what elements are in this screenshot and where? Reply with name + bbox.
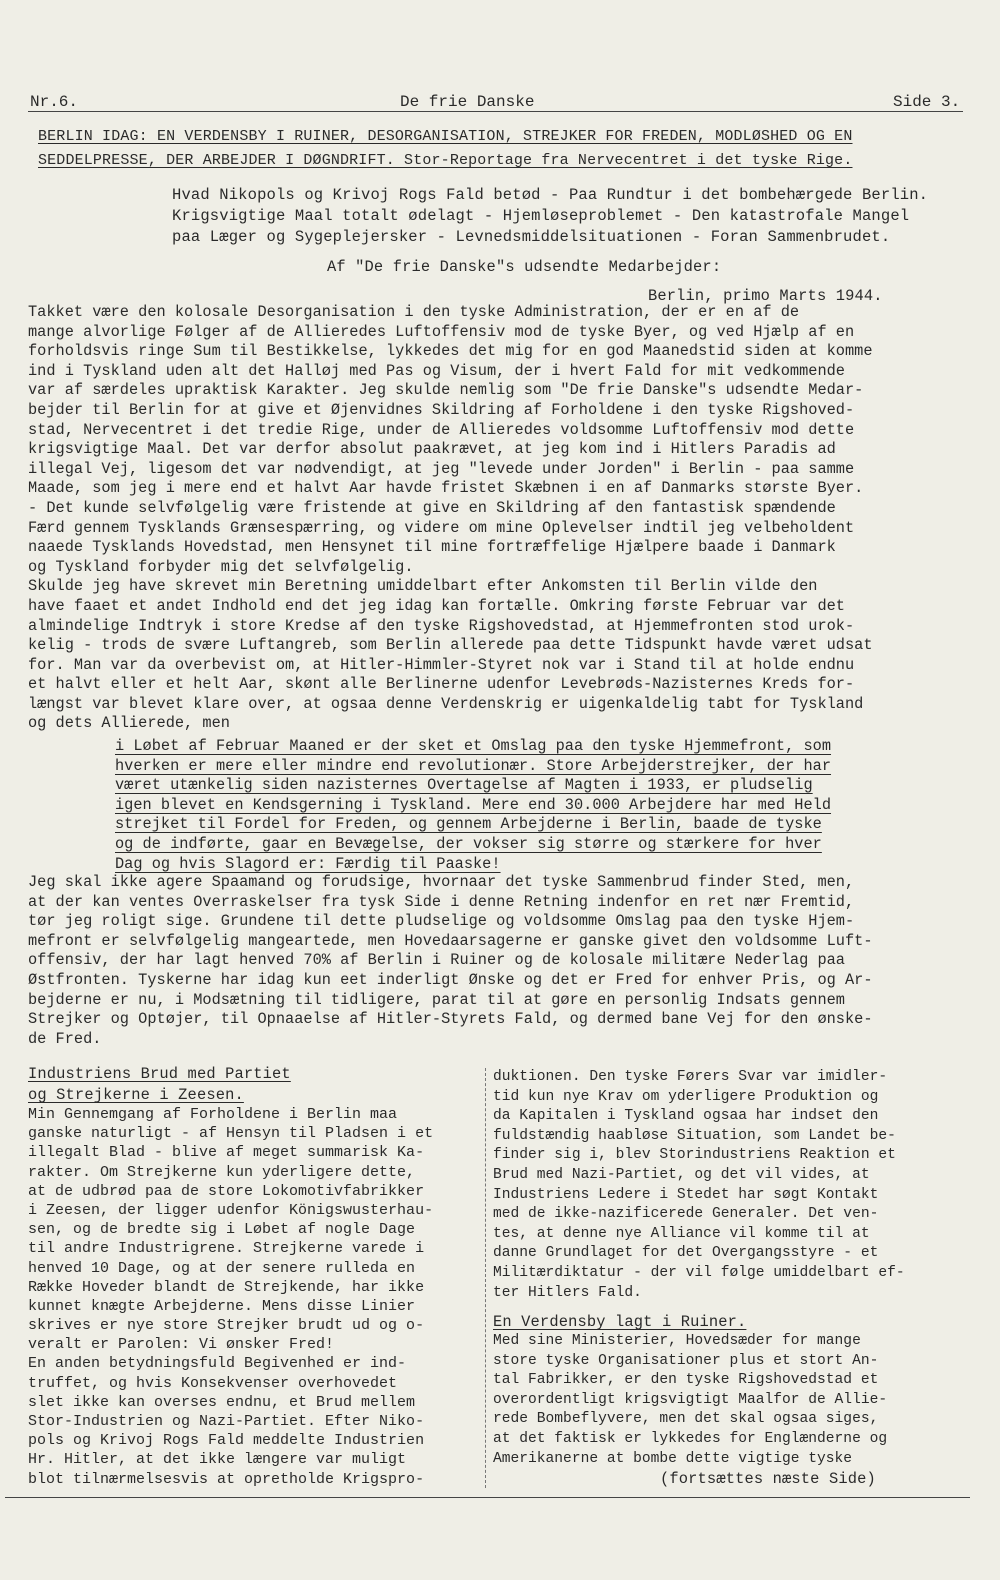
byline: Af "De frie Danske"s udsendte Medarbejder: xyxy=(327,258,722,276)
text-line: Amerikanerne at bombe dette vigtige tyske xyxy=(493,1450,853,1467)
text-line: mange alvorlige Følger af de Allieredes Luftoffensiv mod de tyske Byer, og ved Hjælp af en xyxy=(28,322,855,341)
text-line: ter Hitlers Fald. xyxy=(493,1284,642,1301)
text-line: bejder til Berlin for at give et Øjenvidnes Skildring af Forholdene i den tyske Rigshoved- xyxy=(28,400,855,419)
text-line: hverken er mere eller mindre end revolutionær. Store Arbejderstrejker, der har xyxy=(115,756,832,775)
text-line: mefront er selvfølgelig mangeartede, men Hovedaarsagerne er ganske givet den voldsomme Luft- xyxy=(28,931,873,950)
right-column-text-2 xyxy=(493,1332,887,1469)
body-text-middle xyxy=(28,873,873,1049)
text-line: Række Hoveder blandt de Strejkende, har ikke xyxy=(28,1278,425,1296)
text-line: tal Fabrikker, er den tyske Rigshovedstad et xyxy=(493,1372,879,1389)
text-line: var af særdeles upraktisk Karakter. Jeg skulde nemlig som "De frie Danske"s udsendte Medar- xyxy=(28,381,864,400)
text-line: Østfronten. Tyskerne har idag kun eet inderligt Ønske og det er Fred for enhver Pris, og Ar- xyxy=(28,970,873,989)
right-column-text xyxy=(493,1068,905,1303)
text-line: og de indførte, gaar en Bevægelse, der vokser sig større og stærkere for hver xyxy=(115,834,822,853)
text-line: Jeg skal ikke agere Spaamand og forudsige, hvornaar det tyske Sammenbrud finder Sted, men, xyxy=(28,873,855,891)
text-line: og dets Allierede, men xyxy=(28,714,230,733)
footer-rule xyxy=(5,1497,970,1498)
issue-number: Nr.6. xyxy=(30,93,79,111)
text-line: almindelige Indtryk i store Kredse af den tyske Rigshovedstad, at Hjemmefronten stod urok- xyxy=(28,616,855,635)
text-line: illegalt Blad - blive af meget summarisk Ka- xyxy=(28,1144,425,1162)
text-line: danne Grundlaget for det Overgangsstyre - et xyxy=(493,1245,879,1262)
text-line: offensiv, der har lagt henved 70% af Berlin i Ruiner og de kolosale militære Nederlag paa xyxy=(28,951,845,970)
text-line: været utænkelig siden nazisternes Overtagelse af Magten i 1933, er pludselig xyxy=(115,776,813,795)
text-line: tes, at denne nye Alliance vil komme til at xyxy=(493,1225,870,1242)
text-line: Takket være den kolosale Desorganisation i den tyske Administration, der er en af de xyxy=(28,303,800,321)
subheadline-line: paa Læger og Sygeplejersker - Levnedsmiddelsituationen - Foran Sammenbrudet. xyxy=(172,228,891,246)
text-line: henved 10 Dage, og at der senere rulleda en xyxy=(28,1259,416,1277)
left-column-heading: og Strejkerne i Zeesen. xyxy=(28,1086,244,1104)
text-line: Brud med Nazi-Partiet, og det vil vides, at xyxy=(493,1166,870,1183)
text-line: Stor-Industrien og Nazi-Partiet. Efter Niko- xyxy=(28,1413,425,1430)
text-line: Med sine Ministerier, Hovedsæder for mange xyxy=(493,1333,861,1349)
text-line: at det faktisk er lykkedes for Englænderne og xyxy=(493,1430,888,1447)
text-line: kelig - trods de svære Luftangreb, som Berlin allerede paa dette Tidspunkt havde været udsat xyxy=(28,636,873,655)
text-line: at der kan ventes Overraskelser fra tysk Side i denne Retning indenfor en ret nær Fremtid, xyxy=(28,892,855,911)
text-line: igen blevet en Kendsgerning i Tyskland. Mere end 30.000 Arbejdere har med Held xyxy=(115,795,832,814)
text-line: længst var blevet klare over, at ogsaa denne Verdenskrig er uigenkaldelig tabt for Tyskland xyxy=(28,694,864,713)
text-line: strejket til Fordel for Freden, og gennem Arbejderne i Berlin, baade de tyske xyxy=(115,815,822,834)
text-line: ganske naturligt - af Hensyn til Pladsen i et xyxy=(28,1125,434,1143)
text-line: pols og Krivoj Rogs Fald meddelte Industrien xyxy=(28,1432,425,1450)
headline-line: BERLIN IDAG: EN VERDENSBY I RUINER, DESORGANISATION, STREJKER FOR FREDEN, MODLØSHED OG EN xyxy=(38,128,853,145)
text-line: et halvt eller et helt Aar, skønt alle Berlinerne udenfor Levebrøds-Nazisternes Kreds for- xyxy=(28,675,855,694)
text-line: overordentligt krigsvigtigt Maalfor de Allie- xyxy=(493,1391,888,1408)
text-line: Min Gennemgang af Forholdene i Berlin maa xyxy=(28,1106,398,1123)
paper-name: De frie Danske xyxy=(400,93,535,111)
text-line: bejderne er nu, i Modsætning til tidligere, parat til at gøre en personlig Indsats gennem xyxy=(28,990,845,1009)
text-line: Strejker og Optøjer, til Opnaaelse af Hitler-Styrets Fald, og dermed bane Vej for den ønske- xyxy=(28,1010,873,1029)
text-line: naaede Tysklands Hovedstad, men Hensynet til mine fortræffelige Hjælpere baade i Danmark xyxy=(28,538,836,557)
subheadline-line: Krigsvigtige Maal totalt ødelagt - Hjemløseproblemet - Den katastrofale Mangel xyxy=(172,207,910,225)
text-line: En anden betydningsfuld Begivenhed er ind- xyxy=(28,1355,407,1373)
headline-line: SEDDELPRESSE, DER ARBEJDER I DØGNDRIFT. Stor-Reportage fra Nervecentret i det tyske Rige. xyxy=(38,152,853,169)
text-line: stad, Nervecentret i det tredie Rige, under de Allieredes voldsomme Luftoffensiv mod dette xyxy=(28,420,855,439)
text-line: at de udbrød paa de store Lokomotivfabrikker xyxy=(28,1182,425,1200)
text-line: ind i Tyskland uden alt det Halløj med Pas og Visum, der i hvert Fald for mit vedkommende xyxy=(28,361,845,380)
left-column-heading: Industriens Brud med Partiet xyxy=(28,1065,291,1083)
text-line: tid kun nye Krav om yderligere Produktion og xyxy=(493,1088,879,1105)
text-line: truffet, og hvis Konsekvenser overhovedet xyxy=(28,1374,398,1392)
page-number: Side 3. xyxy=(893,93,961,111)
text-line: tør jeg roligt sige. Grundene til dette pludselige og voldsomme Omslag paa den tyske Hjem- xyxy=(28,912,855,931)
text-line: store tyske Organisationer plus et stort An- xyxy=(493,1352,879,1369)
text-line: Hr. Hitler, at det ikke længere var muligt xyxy=(28,1451,407,1469)
text-line: rede Bombeflyvere, men det skal ogsaa siges, xyxy=(493,1411,879,1428)
text-line: og Tyskland forbyder mig det selvfølgelig. xyxy=(28,557,414,576)
text-line: - Det kunde selvfølgelig være fristende at give en Skildring af den fantastisk spændende xyxy=(28,498,836,517)
text-line: Militærdiktatur - der vil følge umiddelbart ef- xyxy=(493,1264,905,1281)
text-line: blot tilnærmelsesvis at opretholde Krigspro- xyxy=(28,1470,425,1488)
text-line: Færd gennem Tysklands Grænsespærring, og videre om mine Oplevelser indtil jeg velbeholdent xyxy=(28,518,855,537)
text-line: i Zeesen, der ligger udenfor Königswusterhau- xyxy=(28,1201,434,1219)
text-line: Industriens Ledere i Stedet har søgt Kontakt xyxy=(493,1186,879,1203)
text-line: rakter. Om Strejkerne kun yderligere dette, xyxy=(28,1163,416,1181)
text-line: forholdsvis ringe Sum til Bestikkelse, lykkedes det mig for en god Maanedstid siden at komme xyxy=(28,342,873,361)
text-line: skrives er nye store Strejker brudt ud og o- xyxy=(28,1317,425,1335)
continued-note: (fortsættes næste Side) xyxy=(660,1470,876,1488)
text-line: de Fred. xyxy=(28,1029,102,1048)
text-line: finder sig i, blev Storindustriens Reaktion et xyxy=(493,1147,896,1164)
text-line: for. Man var da overbevist om, at Hitler-Himmler-Styret nok var i Stand til at holde endnu xyxy=(28,655,855,674)
text-line: da Kapitalen i Tyskland ogsaa har indset den xyxy=(493,1108,879,1125)
text-line: sen, og de bredte sig i Løbet af nogle Dage xyxy=(28,1221,416,1239)
dateline: Berlin, primo Marts 1944. xyxy=(648,287,883,305)
text-line: krigsvigtige Maal. Det var derfor absolut paakrævet, at jeg kom ind i Hitlers Paradis ad xyxy=(28,440,836,459)
text-line: i Løbet af Februar Maaned er der sket et Omslag paa den tyske Hjemmefront, som xyxy=(115,737,832,755)
text-line: til andre Industrigrene. Strejkerne varede i xyxy=(28,1240,425,1258)
text-line: veralt er Parolen: Vi ønsker Fred! xyxy=(28,1336,335,1354)
subheadline-line: Hvad Nikopols og Krivoj Rogs Fald betød - Paa Rundtur i det bombehærgede Berlin. xyxy=(172,186,929,204)
header-rule xyxy=(28,111,963,112)
highlight-block xyxy=(115,737,831,874)
text-line: slet ikke kan overses endnu, et Brud mellem xyxy=(28,1393,416,1411)
body-text-top xyxy=(28,303,873,734)
left-column-text xyxy=(28,1105,433,1489)
text-line: have faaet et andet Indhold end det jeg idag kan fortælle. Omkring første Februar var det xyxy=(28,596,845,615)
text-line: Maade, som jeg i mere end et halvt Aar havde fristet Skæbnen i en af Danmarks største Byer. xyxy=(28,479,864,498)
text-line: illegal Vej, ligesom det var nødvendigt, at jeg "levede under Jorden" i Berlin - paa samme xyxy=(28,459,855,478)
text-line: fuldstændig haabløse Situation, som Landet be- xyxy=(493,1127,896,1144)
text-line: med de ikke-nazificerede Generaler. Det ven- xyxy=(493,1206,879,1223)
text-line: Skulde jeg have skrevet min Beretning umiddelbart efter Ankomsten til Berlin vilde den xyxy=(28,577,818,596)
right-column-heading: En Verdensby lagt i Ruiner. xyxy=(493,1313,747,1331)
text-line: kunnet knægte Arbejderne. Mens disse Linier xyxy=(28,1297,416,1315)
text-line: duktionen. Den tyske Førers Svar var imidler- xyxy=(493,1069,888,1085)
column-divider xyxy=(485,1068,486,1488)
text-line: Dag og hvis Slagord er: Færdig til Paaske! xyxy=(115,854,501,873)
